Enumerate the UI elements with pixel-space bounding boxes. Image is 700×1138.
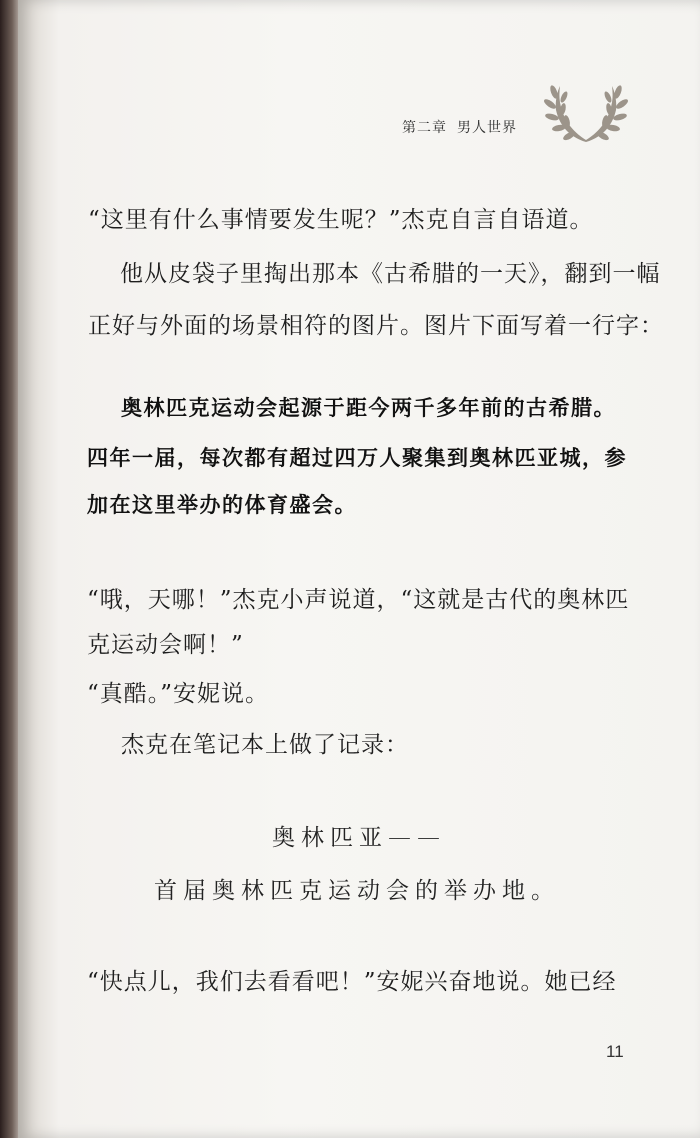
notebook-note-line: 奥林匹亚——: [272, 825, 446, 851]
laurel-wreath-icon: [542, 80, 630, 148]
dialogue-line: 杰克在笔记本上做了记录：: [121, 732, 409, 758]
book-page: [18, 0, 700, 1138]
page-number: 11: [606, 1042, 624, 1061]
notebook-note-line: 首届奥林匹克运动会的举办地。: [154, 878, 560, 904]
paragraph-line: “快点儿，我们去看看吧！”安妮兴奋地说。她已经: [87, 969, 617, 995]
book-caption-line: 加在这里举办的体育盛会。: [87, 492, 357, 517]
chapter-number: 第二章: [402, 120, 447, 136]
chapter-title: 男人世界: [457, 120, 517, 136]
dialogue-line: “真酷。”安妮说。: [87, 681, 270, 707]
book-caption-line: 奥林匹克运动会起源于距今两千多年前的古希腊。: [121, 395, 616, 420]
book-caption-line: 四年一届，每次都有超过四万人聚集到奥林匹亚城，参: [87, 445, 627, 470]
dialogue-line: “哦，天哪！”杰克小声说道，“这就是古代的奥林匹: [87, 587, 630, 613]
dialogue-line: 克运动会啊！”: [87, 632, 244, 658]
paragraph-line: “这里有什么事情要发生呢？”杰克自言自语道。: [88, 207, 594, 233]
paragraph-line: 正好与外面的场景相符的图片。图片下面写着一行字：: [88, 313, 664, 339]
running-header: [402, 117, 517, 137]
paragraph-line: 他从皮袋子里掏出那本《古希腊的一天》，翻到一幅: [120, 261, 661, 287]
